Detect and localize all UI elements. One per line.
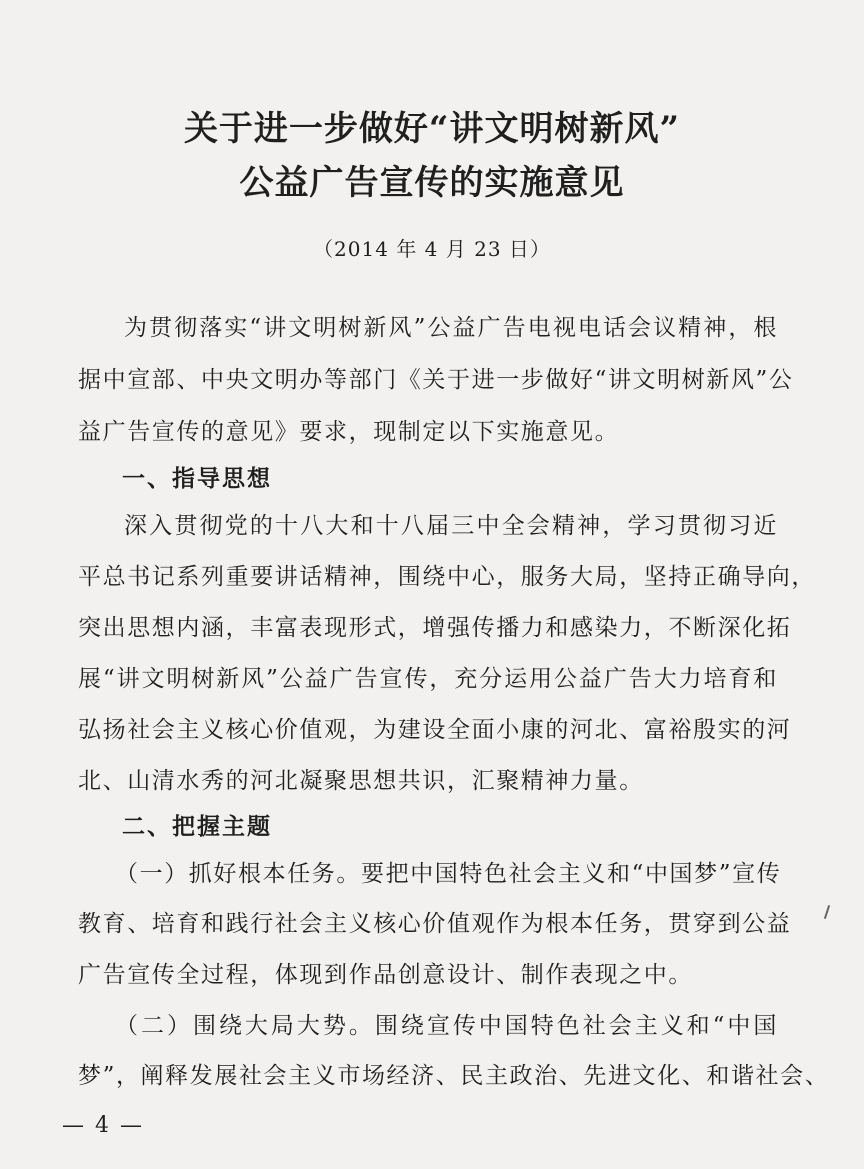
- paragraph-line: 平总书记系列重要讲话精神，围绕中心，服务大局，坚持正确导向，: [78, 564, 816, 590]
- paragraph-line: 突出思想内涵，丰富表现形式，增强传播力和感染力，不断深化拓: [78, 615, 792, 641]
- paragraph-line: 据中宣部、中央文明办等部门《关于进一步做好“讲文明树新风”公: [78, 367, 794, 393]
- scan-mark: [824, 905, 830, 919]
- paragraph-line: 为贯彻落实“讲文明树新风”公益广告电视电话会议精神，根: [124, 315, 778, 341]
- section-heading: 一、指导思想: [122, 465, 272, 492]
- paragraph-line: （一）抓好根本任务。要把中国特色社会主义和“中国梦”宣传: [115, 861, 782, 887]
- paragraph-line: 广告宣传全过程，体现到作品创意设计、制作表现之中。: [78, 962, 693, 988]
- paragraph-line: 深入贯彻党的十八大和十八届三中全会精神，学习贯彻习近: [124, 513, 778, 539]
- title-line-2: 公益广告宣传的实施意见: [239, 163, 625, 203]
- paragraph-line: 益广告宣传的意见》要求，现制定以下实施意见。: [78, 419, 620, 445]
- paragraph-line: （二）围绕大局大势。围绕宣传中国特色社会主义和“中国: [115, 1013, 778, 1039]
- paragraph-line: 教育、培育和践行社会主义核心价值观作为根本任务，贯穿到公益: [78, 911, 792, 937]
- document-date: （2014 年 4 月 23 日）: [313, 237, 551, 261]
- section-heading: 二、把握主题: [122, 813, 272, 840]
- title-line-1: 关于进一步做好“讲文明树新风”: [183, 109, 681, 149]
- paragraph-line: 弘扬社会主义核心价值观，为建设全面小康的河北、富裕殷实的河: [78, 717, 792, 743]
- page-number: — 4 —: [62, 1113, 144, 1138]
- paragraph-line: 北、山清水秀的河北凝聚思想共识，汇聚精神力量。: [78, 768, 644, 794]
- paragraph-line: 梦”，阐释发展社会主义市场经济、民主政治、先进文化、和谐社会、: [78, 1063, 830, 1089]
- paragraph-line: 展“讲文明树新风”公益广告宣传，充分运用公益广告大力培育和: [78, 666, 778, 692]
